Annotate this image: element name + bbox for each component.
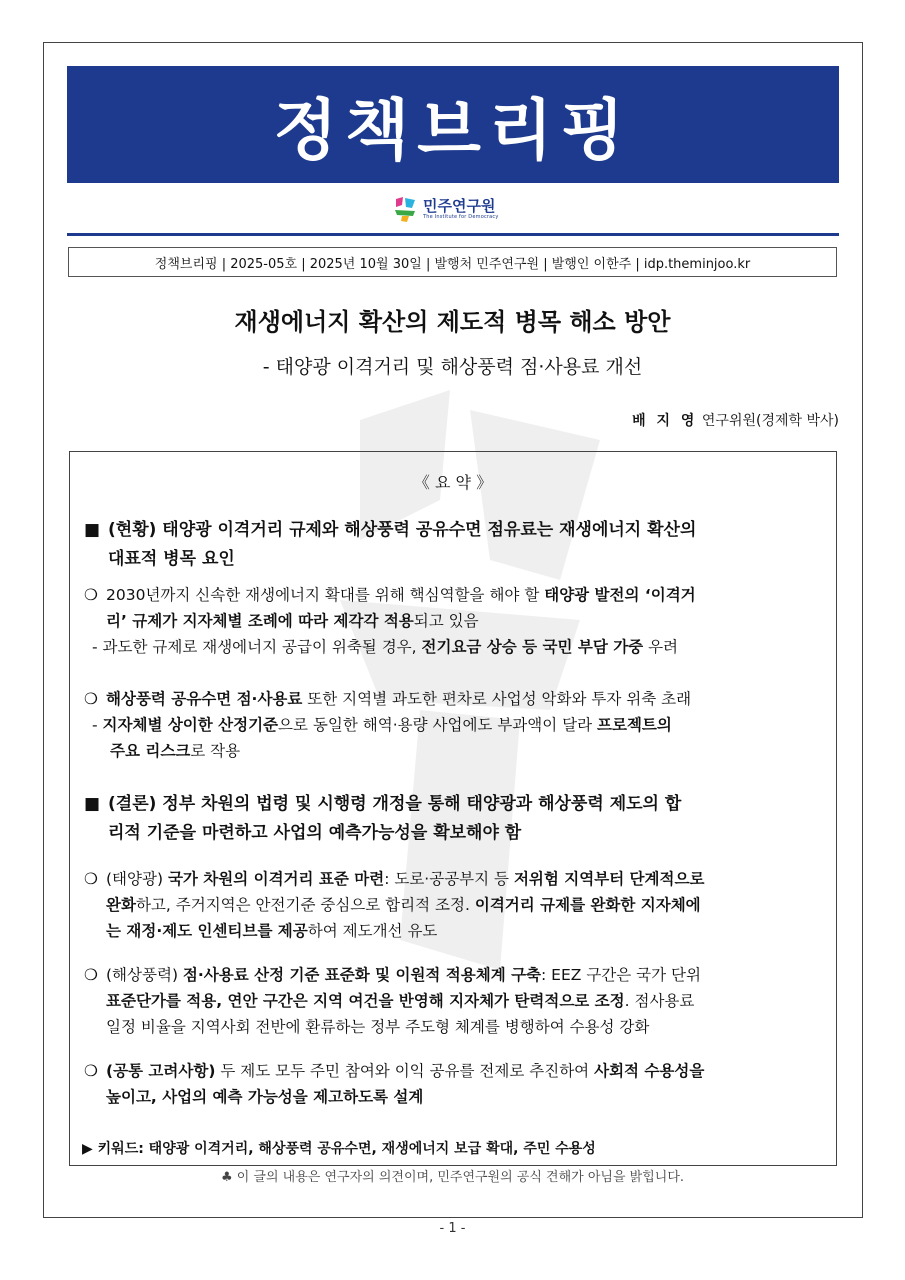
- author-line: [632, 410, 839, 430]
- institute-name: 민주연구원: [423, 196, 496, 215]
- disclaimer: ♣ 이 글의 내용은 연구자의 의견이며, 민주연구원의 공식 견해가 아님을 밝힙니다.: [220, 1170, 685, 1185]
- bullet-text: 하고, 주거지역은 안전기준 중심으로 합리적 조정.: [135, 896, 475, 914]
- bullet-marker: ❍: [84, 870, 98, 888]
- bullet-marker: ❍: [84, 966, 98, 984]
- bullet-emphasis: 리’ 규제가 지자체별 조례에 따라 제각각 적용: [106, 612, 414, 630]
- bullet-emphasis: 지자체별 상이한 산정기준: [102, 716, 279, 734]
- summary-bullet-solar-policy: [84, 866, 832, 944]
- bullet-text: (해상풍력): [106, 966, 183, 984]
- keywords-line: ▶ 키워드: 태양광 이격거리, 해상풍력 공유수면, 재생에너지 보급 확대, 주민 수용성: [82, 1141, 596, 1157]
- bullet-text: 과도한 규제로 재생에너지 공급이 위축될 경우,: [102, 638, 422, 656]
- page-number: - 1 -: [439, 1221, 466, 1236]
- bullet-emphasis: 주요 리스크: [110, 742, 191, 760]
- publication-info-bar: 정책브리핑 | 2025-05호 | 2025년 10월 30일 | 발행처 민주연구원 | 발행인 이한주 | idp.theminjoo.kr: [68, 247, 837, 277]
- bullet-emphasis: 국가 차원의 이격거리 표준 마련: [167, 870, 385, 888]
- summary-box: [69, 451, 837, 1166]
- bullet-text: 두 제도 모두 주민 참여와 이익 공유를 전제로 추진하여: [215, 1062, 595, 1080]
- document-title: 재생에너지 확산의 제도적 병목 해소 방안: [234, 308, 671, 336]
- bullet-text: 로 작용: [190, 742, 241, 760]
- summary-bullet-offshore-fee: [84, 686, 832, 764]
- bullet-emphasis: (공통 고려사항): [106, 1062, 216, 1080]
- institute-english-name: The Institute for Democracy: [423, 213, 499, 220]
- bullet-emphasis: 태양광 발전의 ‘이격거: [544, 586, 696, 604]
- summary-heading: 《 요 약 》: [413, 473, 493, 492]
- bullet-text: 되고 있음: [413, 612, 479, 630]
- bullet-text: . 점사용료: [624, 992, 695, 1010]
- header-rule: [67, 233, 839, 236]
- author-role: 연구위원(경제학 박사): [701, 413, 839, 429]
- dash-marker: -: [92, 638, 98, 656]
- bullet-text: 2030년까지 신속한 재생에너지 확대를 위해 핵심역할을 해야 할: [106, 586, 545, 604]
- bullet-emphasis: 완화: [106, 896, 136, 914]
- summary-bullet-offshore-policy: [84, 962, 832, 1040]
- bullet-text: (태양광): [106, 870, 168, 888]
- bullet-text: 하여 제도개선 유도: [307, 922, 438, 940]
- institute-logo-icon: [393, 195, 419, 223]
- section-marker: ■: [84, 794, 101, 814]
- bullet-emphasis: 해상풍력 공유수면 점·사용료: [106, 690, 303, 708]
- bullet-text: : 도로·공공부지 등: [384, 870, 514, 888]
- bullet-emphasis: 는 재정·제도 인센티브를 제공: [106, 922, 308, 940]
- dash-marker: -: [92, 716, 98, 734]
- bullet-text: 또한 지역별 과도한 편차로 사업성 악화와 투자 위축 초래: [302, 690, 692, 708]
- bullet-marker: ❍: [84, 690, 98, 708]
- bullet-emphasis: 저위험 지역부터 단계적으로: [513, 870, 705, 888]
- bullet-marker: ❍: [84, 586, 98, 604]
- institute-logo: [393, 192, 553, 226]
- banner-title: 정책브리핑: [273, 91, 633, 169]
- section-line: 대표적 병목 요인: [108, 549, 235, 569]
- bullet-emphasis: 전기요금 상승 등 국민 부담 가중: [421, 638, 644, 656]
- author-name: 배 지 영: [632, 413, 698, 429]
- summary-bullet-common: [84, 1058, 832, 1110]
- bullet-text: 으로 동일한 해역·용량 사업에도 부과액이 달라: [278, 716, 598, 734]
- summary-bullet-solar-setback: [84, 582, 832, 660]
- section-marker: ■: [84, 520, 101, 540]
- bullet-emphasis: 이격거리 규제를 완화한 지자체에: [474, 896, 701, 914]
- section-line: 리적 기준을 마련하고 사업의 예측가능성을 확보해야 함: [108, 823, 522, 843]
- bullet-emphasis: 높이고, 사업의 예측 가능성을 제고하도록 설계: [106, 1088, 424, 1106]
- document-subtitle: - 태양광 이격거리 및 해상풍력 점·사용료 개선: [262, 356, 643, 378]
- section-line: (현황) 태양광 이격거리 규제와 해상풍력 공유수면 점유료는 재생에너지 확산의: [108, 520, 697, 540]
- bullet-emphasis: 프로젝트의: [597, 716, 672, 734]
- summary-section-status: [84, 516, 830, 574]
- bullet-text: 일정 비율을 지역사회 전반에 환류하는 정부 주도형 체계를 병행하여 수용성 강화: [106, 1018, 650, 1036]
- bullet-emphasis: 사회적 수용성을: [594, 1062, 705, 1080]
- bullet-emphasis: 점·사용료 산정 기준 표준화 및 이원적 적용체계 구축: [182, 966, 542, 984]
- bullet-marker: ❍: [84, 1062, 98, 1080]
- section-line: (결론) 정부 차원의 법령 및 시행령 개정을 통해 태양광과 해상풍력 제도의 합: [108, 794, 682, 814]
- header-banner: [67, 66, 839, 183]
- bullet-emphasis: 표준단가를 적용, 연안 구간은 지역 여건을 반영해 지자체가 탄력적으로 조정: [106, 992, 625, 1010]
- summary-section-conclusion: [84, 790, 830, 848]
- bullet-text: : EEZ 구간은 국가 단위: [541, 966, 701, 984]
- bullet-text: 우려: [643, 638, 679, 656]
